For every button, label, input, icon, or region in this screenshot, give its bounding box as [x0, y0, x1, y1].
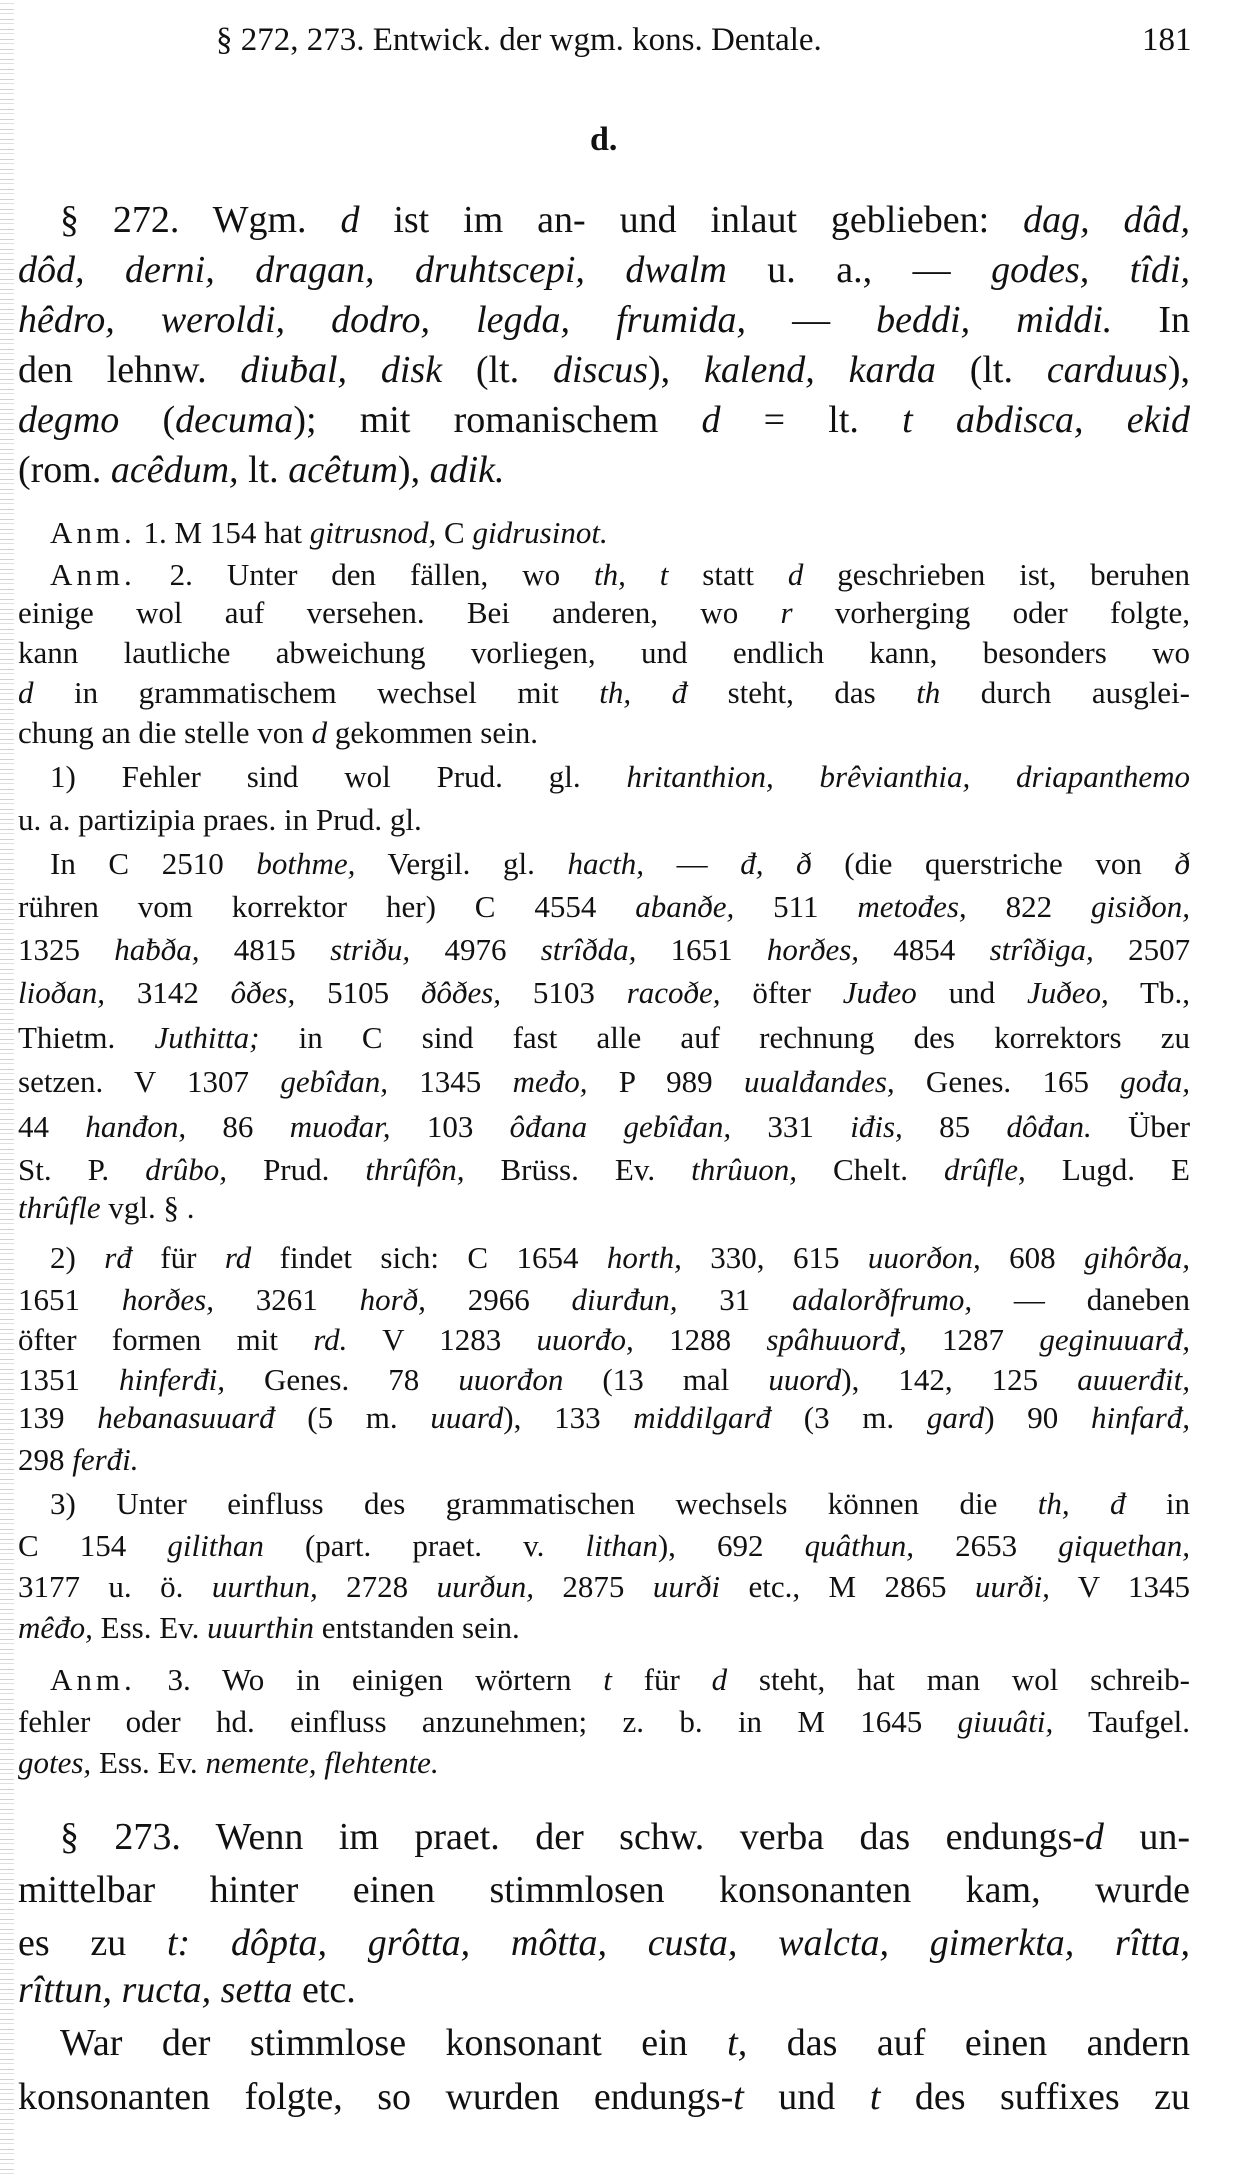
italic-form: hinferđi, — [119, 1362, 225, 1397]
text-run: Ess. Ev. — [91, 1745, 206, 1780]
text-run: Tb., — [1108, 975, 1190, 1010]
note-text-line — [18, 1525, 1190, 1567]
text-run: Genes. 165 — [894, 1064, 1121, 1099]
italic-form: middilgarđ — [633, 1400, 772, 1435]
text-run: ) 90 — [984, 1400, 1091, 1435]
italic-form: th — [916, 675, 941, 710]
note-text-line — [18, 1187, 1190, 1229]
text-run: (die querstriche von — [811, 846, 1175, 881]
italic-form: muođar, — [289, 1109, 391, 1144]
text-run: 4854 — [859, 932, 990, 967]
note-text-line — [18, 1397, 1190, 1439]
italic-form: uualđandes, — [743, 1064, 895, 1099]
text-run: ist im an- und inlaut geblieben: — [359, 199, 1024, 241]
note-text-line — [18, 1742, 1190, 1784]
italic-form: lioðan, — [18, 975, 105, 1010]
text-run: P 989 — [587, 1064, 744, 1099]
text-run: den lehnw. — [18, 349, 241, 391]
italic-form: iđis, — [850, 1109, 903, 1144]
text-run: 1288 — [633, 1322, 767, 1357]
text-run: 103 — [390, 1109, 510, 1144]
italic-form: uurthun, — [211, 1569, 318, 1604]
text-run: gekommen sein. — [327, 715, 538, 750]
italic-form: d — [340, 199, 360, 241]
note-text-line — [50, 1483, 1190, 1525]
text-run: vorherging oder folgte, — [792, 595, 1190, 630]
text-run: des suffixes zu — [880, 2076, 1190, 2118]
italic-form: dôd, derni, dragan, druhtscepi, dwalm — [18, 249, 727, 291]
italic-form: discus — [553, 349, 649, 391]
text-run: ), 692 — [657, 1528, 805, 1563]
italic-form: quâthun, — [804, 1528, 915, 1563]
italic-form: haƀða, — [114, 932, 200, 967]
main-text-line — [18, 2072, 1190, 2122]
italic-form: horth, — [606, 1240, 682, 1275]
text-run: statt — [668, 557, 788, 592]
text-run: 1325 — [18, 932, 115, 967]
text-run: 4815 — [199, 932, 331, 967]
text-run: öfter — [720, 975, 843, 1010]
text-run: 608 — [980, 1240, 1085, 1275]
italic-form: geginuuarđ, — [1039, 1322, 1190, 1357]
text-run: 2728 — [317, 1569, 437, 1604]
italic-form: d — [711, 1662, 728, 1697]
text-run: V 1345 — [1049, 1569, 1190, 1604]
text-run: chung an die stelle von — [18, 715, 312, 750]
note-text-line — [18, 1106, 1190, 1148]
italic-form: rd — [224, 1240, 252, 1275]
text-run: 2966 — [425, 1282, 572, 1317]
text-run: geschrieben ist, beruhen — [803, 557, 1190, 592]
text-run: Genes. 78 — [224, 1362, 459, 1397]
italic-form: ferđi. — [72, 1442, 139, 1477]
text-run: (rom. — [18, 449, 111, 491]
main-text-line — [60, 195, 1190, 245]
italic-form: horð, — [359, 1282, 426, 1317]
italic-form: uuard — [430, 1400, 504, 1435]
note-text-line — [18, 972, 1190, 1014]
note-label: Anm. — [50, 515, 136, 550]
text-run: ); mit romanischem — [293, 399, 702, 441]
section-letter-heading: d. — [590, 121, 618, 158]
note-text-line — [18, 1061, 1190, 1103]
text-run: durch ausglei- — [940, 675, 1190, 710]
italic-form: beddi, middi. — [876, 299, 1113, 341]
italic-form: gebîđan, — [280, 1064, 388, 1099]
text-run: § 272. Wgm. — [60, 199, 341, 241]
italic-form: nemente, flehtente. — [205, 1745, 439, 1780]
text-run: 1. M 154 hat — [135, 515, 310, 550]
italic-form: gilithan — [167, 1528, 264, 1563]
text-run: un- — [1103, 1816, 1190, 1858]
italic-form: ð — [1174, 846, 1190, 881]
text-run: (3 m. — [771, 1400, 927, 1435]
italic-form: mêđo, — [18, 1610, 93, 1645]
note-label: Anm. — [50, 1662, 136, 1697]
text-run: es zu — [18, 1922, 167, 1964]
italic-form: ôðes, — [230, 975, 296, 1010]
italic-form: horðes, — [121, 1282, 214, 1317]
text-run: War der stimmlose konsonant ein — [60, 2022, 728, 2064]
text-run: mittelbar hinter einen stimmlosen konsonanten kam, wurde — [18, 1869, 1190, 1911]
italic-form: Juðeo, — [1026, 975, 1109, 1010]
text-run: 2875 — [533, 1569, 653, 1604]
italic-form: uuurthin — [207, 1610, 314, 1645]
text-run: öfter formen mit — [18, 1322, 314, 1357]
text-run: Thietm. — [18, 1020, 155, 1055]
note-text-line — [18, 929, 1190, 971]
italic-form: gotes, — [18, 1745, 92, 1780]
italic-form: th, t — [593, 557, 669, 592]
italic-form: rđ — [104, 1240, 132, 1275]
note-text-line — [18, 886, 1190, 928]
note-text-line — [50, 512, 1190, 554]
scan-edge-speckles — [0, 0, 14, 2175]
text-run: 3177 u. ö. — [18, 1569, 212, 1604]
text-run: 2) — [50, 1240, 105, 1275]
italic-form: r — [780, 595, 793, 630]
note-text-line — [50, 756, 1190, 798]
text-run: setzen. V 1307 — [18, 1064, 281, 1099]
text-run: Prud. — [227, 1152, 366, 1187]
text-run: 5105 — [295, 975, 421, 1010]
italic-form: d — [701, 399, 721, 441]
text-run: und — [916, 975, 1027, 1010]
text-run: 3. Wo in einigen wörtern — [135, 1662, 604, 1697]
italic-form: dag, dâd, — [1023, 199, 1190, 241]
italic-form: hacth, — [567, 846, 645, 881]
italic-form: gidrusinot. — [472, 515, 608, 550]
italic-form: gihôrða, — [1084, 1240, 1190, 1275]
italic-form: acêtum — [288, 449, 398, 491]
text-run: 330, 615 — [681, 1240, 868, 1275]
main-text-line — [18, 1918, 1190, 1968]
italic-form: t, — [727, 2022, 748, 2064]
italic-form: d — [1084, 1816, 1104, 1858]
note-text-line — [50, 1659, 1190, 1701]
text-run: in grammatischem wechsel mit — [33, 675, 600, 710]
italic-form: dôđan. — [1006, 1109, 1092, 1144]
page-number: 181 — [1142, 22, 1192, 58]
text-run: entstanden sein. — [313, 1610, 520, 1645]
text-run: steht, hat man wol schreib- — [727, 1662, 1190, 1697]
text-run: für — [611, 1662, 712, 1697]
note-text-line — [50, 1237, 1190, 1279]
text-run: einige wol auf versehen. Bei anderen, wo — [18, 595, 781, 630]
text-run: Taufgel. — [1053, 1704, 1190, 1739]
text-run: 511 — [734, 889, 858, 924]
text-run: ), 142, 125 — [841, 1362, 1078, 1397]
text-run: 5103 — [501, 975, 627, 1010]
note-text-line — [50, 843, 1190, 885]
text-run: — daneben — [972, 1282, 1190, 1317]
text-run: 3261 — [213, 1282, 360, 1317]
italic-form: hanđon, — [85, 1109, 187, 1144]
text-run: 298 — [18, 1442, 73, 1477]
text-run: 1287 — [906, 1322, 1040, 1357]
main-text-line — [18, 245, 1190, 295]
italic-form: đ, ð — [740, 846, 812, 881]
italic-form: t — [733, 2076, 744, 2118]
text-run: § 273. Wenn im praet. der schw. verba das endungs- — [60, 1816, 1085, 1858]
italic-form: adalorðfrumo, — [792, 1282, 973, 1317]
main-text-line — [18, 395, 1190, 445]
note-text-line — [18, 1439, 1190, 1481]
text-run: C — [436, 515, 473, 550]
italic-form: metođes, — [857, 889, 967, 924]
note-text-line — [18, 592, 1190, 634]
note-text-line — [18, 1279, 1190, 1321]
italic-form: rîttun, ructa, setta — [18, 1969, 293, 2011]
italic-form: t abdisca, ekid — [902, 399, 1190, 441]
text-run: 1345 — [387, 1064, 513, 1099]
italic-form: rd. — [313, 1322, 348, 1357]
italic-form: uuorđo, — [536, 1322, 634, 1357]
italic-form: uuorðon, — [867, 1240, 981, 1275]
italic-form: gard — [926, 1400, 985, 1435]
text-run: 31 — [677, 1282, 793, 1317]
italic-form: thrûfle — [18, 1190, 101, 1225]
text-run: etc., M 2865 — [720, 1569, 975, 1604]
text-run: (lt. — [442, 349, 554, 391]
text-run: Über — [1091, 1109, 1190, 1144]
text-run: C 154 — [18, 1528, 168, 1563]
italic-form: giquethan, — [1058, 1528, 1190, 1563]
text-run: in — [1125, 1486, 1190, 1521]
text-run: kann lautliche abweichung vorliegen, und endlich kann, besonders wo — [18, 635, 1190, 670]
running-header-title: § 272, 273. Entwick. der wgm. kons. Dentale. — [216, 22, 822, 58]
italic-form: spâhuuorđ, — [766, 1322, 907, 1357]
italic-form: lithan — [585, 1528, 658, 1563]
italic-form: th, đ — [1037, 1486, 1126, 1521]
note-text-line — [18, 1319, 1190, 1361]
italic-form: thrûfôn, — [365, 1152, 465, 1187]
text-run: 139 — [18, 1400, 98, 1435]
text-run: — — [745, 299, 877, 341]
text-run: konsonanten folgte, so wurden endungs- — [18, 2076, 734, 2118]
italic-form: d — [18, 675, 34, 710]
note-text-line — [18, 1017, 1190, 1059]
italic-form: uurði — [652, 1569, 721, 1604]
text-run: (lt. — [935, 349, 1047, 391]
note-text-line — [18, 1566, 1190, 1608]
text-run: 331 — [731, 1109, 851, 1144]
italic-form: ðôðes, — [420, 975, 502, 1010]
text-run: Ess. Ev. — [92, 1610, 208, 1645]
italic-form: d — [311, 715, 328, 750]
text-run: Vergil. gl. — [355, 846, 568, 881]
text-run: 2507 — [1093, 932, 1190, 967]
italic-form: diuƀal, disk — [240, 349, 443, 391]
note-text-line — [50, 554, 1190, 596]
text-run: 2. Unter den fällen, wo — [135, 557, 594, 592]
text-run: St. P. — [18, 1152, 146, 1187]
italic-form: decuma — [175, 399, 294, 441]
text-run: Chelt. — [797, 1152, 944, 1187]
italic-form: uuord — [768, 1362, 842, 1397]
italic-form: uurðun, — [436, 1569, 534, 1604]
note-text-line — [18, 672, 1190, 714]
text-run: 2653 — [914, 1528, 1059, 1563]
note-label: Anm. — [50, 557, 136, 592]
main-text-line — [18, 295, 1190, 345]
italic-form: diurđun, — [571, 1282, 678, 1317]
text-run: in C sind fast alle auf rechnung des korrektors zu — [259, 1020, 1190, 1055]
text-run: das auf einen andern — [747, 2022, 1190, 2064]
italic-form: strîðiga, — [989, 932, 1094, 967]
italic-form: godes, tîdi, — [991, 249, 1190, 291]
text-run: u. a., — — [726, 249, 992, 291]
italic-form: gitrusnod, — [309, 515, 437, 550]
note-text-line — [18, 1701, 1190, 1743]
text-run: für — [131, 1240, 225, 1275]
text-run: lt. — [238, 449, 289, 491]
text-run: ), 133 — [503, 1400, 634, 1435]
text-run: V 1283 — [347, 1322, 537, 1357]
note-text-line — [18, 712, 1190, 754]
text-run: 44 — [18, 1109, 86, 1144]
italic-form: d — [787, 557, 804, 592]
italic-form: abanðe, — [635, 889, 735, 924]
text-run: = lt. — [720, 399, 903, 441]
text-run: 3142 — [104, 975, 231, 1010]
italic-form: adik. — [429, 449, 505, 491]
italic-form: gisiðon, — [1090, 889, 1190, 924]
note-text-line — [18, 799, 1190, 841]
italic-form: hêdro, weroldi, dodro, legda, frumida, — [18, 299, 746, 341]
text-run: 1351 — [18, 1362, 120, 1397]
italic-form: t — [869, 2076, 881, 2118]
italic-form: hinfarđ, — [1090, 1400, 1190, 1435]
text-run: fehler oder hd. einfluss anzunehmen; z. b. in M 1645 — [18, 1704, 958, 1739]
text-run: etc. — [292, 1969, 356, 2011]
italic-form: auuerđit, — [1077, 1362, 1190, 1397]
note-text-line — [18, 1149, 1190, 1191]
italic-form: Juthitta; — [154, 1020, 260, 1055]
italic-form: hritanthion, brêvianthia, driapanthemo — [626, 759, 1190, 794]
text-run: In C 2510 — [50, 846, 257, 881]
italic-form: giuuâti, — [957, 1704, 1054, 1739]
main-text-line — [60, 2018, 1190, 2068]
italic-form: hebanasuuarđ — [97, 1400, 275, 1435]
italic-form: striðu, — [330, 932, 411, 967]
text-run: Brüss. Ev. — [464, 1152, 692, 1187]
italic-form: Juđeo — [842, 975, 917, 1010]
italic-form: horðes, — [766, 932, 860, 967]
text-run: (13 mal — [563, 1362, 769, 1397]
note-text-line — [18, 1607, 1190, 1649]
note-text-line — [18, 632, 1190, 674]
italic-form: racoðe, — [626, 975, 721, 1010]
italic-form: strîðda, — [540, 932, 637, 967]
italic-form: drûbo, — [145, 1152, 228, 1187]
text-run: ), — [1167, 349, 1190, 391]
text-run: und — [743, 2076, 870, 2118]
text-run: ), — [648, 349, 704, 391]
main-text-line — [18, 1865, 1190, 1915]
text-run: 3) Unter einfluss des grammatischen wechsels können die — [50, 1486, 1038, 1521]
italic-form: ôđana gebîđan, — [509, 1109, 732, 1144]
text-run: 822 — [966, 889, 1091, 924]
italic-form: međo, — [512, 1064, 588, 1099]
text-run: ( — [119, 399, 176, 441]
text-run: 86 — [186, 1109, 290, 1144]
italic-form: bothme, — [256, 846, 356, 881]
main-text-line — [60, 1812, 1190, 1862]
italic-form: uurði, — [974, 1569, 1050, 1604]
italic-form: kalend, karda — [704, 349, 936, 391]
text-run: u. a. partizipia praes. in Prud. gl. — [18, 802, 422, 837]
italic-form: acêdum, — [110, 449, 239, 491]
text-run: findet sich: C 1654 — [251, 1240, 607, 1275]
italic-form: thrûuon, — [691, 1152, 798, 1187]
text-run: rühren vom korrektor her) C 4554 — [18, 889, 636, 924]
text-run: 1651 — [636, 932, 767, 967]
text-run: (part. praet. v. — [263, 1528, 586, 1563]
text-run: steht, das — [687, 675, 917, 710]
italic-form: degmo — [18, 399, 120, 441]
italic-form: uuorđon — [458, 1362, 564, 1397]
main-text-line — [18, 1965, 1190, 2015]
italic-form: drûfle, — [944, 1152, 1026, 1187]
text-run: 1651 — [18, 1282, 122, 1317]
note-text-line — [18, 1359, 1190, 1401]
text-run: vgl. § . — [100, 1190, 195, 1225]
italic-form: t: dôpta, grôtta, môtta, custa, walcta, gimerkta, rîtta, — [167, 1922, 1190, 1964]
italic-form: carduus — [1046, 349, 1168, 391]
text-run: 4976 — [410, 932, 541, 967]
italic-form: t — [603, 1662, 612, 1697]
main-text-line — [18, 345, 1190, 395]
text-run: Lugd. E — [1025, 1152, 1190, 1187]
text-run: 85 — [902, 1109, 1007, 1144]
italic-form: gođa, — [1120, 1064, 1190, 1099]
text-run: 1) Fehler sind wol Prud. gl. — [50, 759, 627, 794]
text-run: In — [1112, 299, 1190, 341]
text-run: (5 m. — [274, 1400, 431, 1435]
main-text-line — [18, 445, 1190, 495]
text-run: — — [644, 846, 741, 881]
text-run: ), — [397, 449, 430, 491]
italic-form: th, đ — [599, 675, 688, 710]
